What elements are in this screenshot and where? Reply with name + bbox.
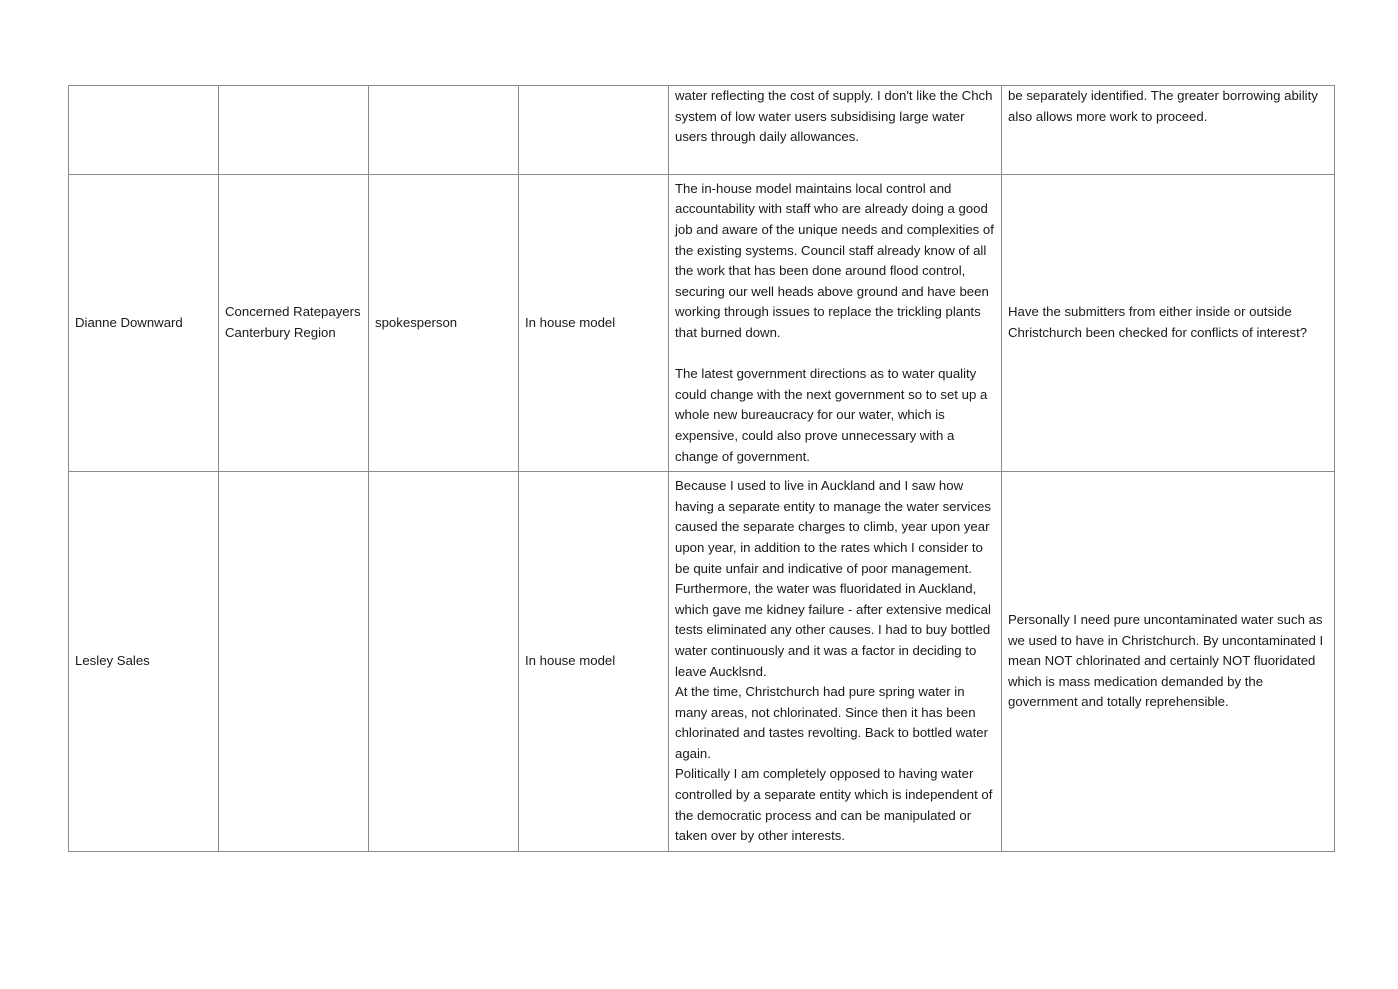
role-cell <box>369 472 519 852</box>
reason-cell <box>669 86 1002 175</box>
reason-paragraph: Because I used to live in Auckland and I saw how having a separate entity to manage the water services caused the separate charges to climb, year upon year upon year, in addition to the rates which I consider to be quite unfair and indicative of poor management. Furthermore, the water was fluoridated in Auckland, which gave me kidney failure - after extensive medical tests eliminated any other causes. I had to buy bottled water continuously and it was a factor in deciding to leave Aucklsnd. <box>675 478 991 679</box>
submitter-name-cell: Lesley Sales <box>69 472 219 852</box>
reason-paragraph: water reflecting the cost of supply. I don't like the Chch system of low water users subsidising large water users through daily allowances. <box>675 88 993 145</box>
table-row <box>69 472 1335 852</box>
table-row <box>69 175 1335 472</box>
submitter-name-cell <box>69 86 219 175</box>
reason-paragraph: The in-house model maintains local control and accountability with staff who are already doing a good job and aware of the unique needs and complexities of the existing systems. Council staff already know of all the work that has been done around flood control, securing our well heads above ground and have been working through issues to replace the trickling plants that burned down. <box>675 180 994 340</box>
reason-paragraph: At the time, Christchurch had pure spring water in many areas, not chlorinated. Since then it has been chlorinated and tastes revolting. Back to bottled water again. <box>675 684 989 761</box>
organisation-cell <box>219 86 369 175</box>
submissions-table <box>68 85 1335 852</box>
reason-cell <box>669 472 1002 852</box>
reason-cell <box>669 175 1002 472</box>
table-row <box>69 86 1335 175</box>
comments-cell: be separately identified. The greater borrowing ability also allows more work to proceed. <box>1002 86 1335 175</box>
reason-paragraph: Politically I am completely opposed to having water controlled by a separate entity which is independent of the democratic process and can be manipulated or taken over by other interests. <box>675 766 993 844</box>
organisation-cell <box>219 472 369 852</box>
preferred-model-cell: In house model <box>519 175 669 472</box>
role-cell: spokesperson <box>369 175 519 472</box>
comments-cell: Personally I need pure uncontaminated water such as we used to have in Christchurch. By uncontaminated I mean NOT chlorinated and certainly NOT fluoridated which is mass medication demanded by the government and totally reprehensible. <box>1002 472 1335 852</box>
preferred-model-cell <box>519 86 669 175</box>
role-cell <box>369 86 519 175</box>
preferred-model-cell: In house model <box>519 472 669 852</box>
reason-paragraph: The latest government directions as to water quality could change with the next government so to set up a whole new bureaucracy for our water, which is expensive, could also prove unnecessary with a change of government. <box>675 366 988 464</box>
paragraph-gap <box>675 344 995 365</box>
submitter-name-cell: Dianne Downward <box>69 175 219 472</box>
comments-cell: Have the submitters from either inside or outside Christchurch been checked for conflicts of interest? <box>1002 175 1335 472</box>
organisation-cell: Concerned Ratepayers Canterbury Region <box>219 175 369 472</box>
